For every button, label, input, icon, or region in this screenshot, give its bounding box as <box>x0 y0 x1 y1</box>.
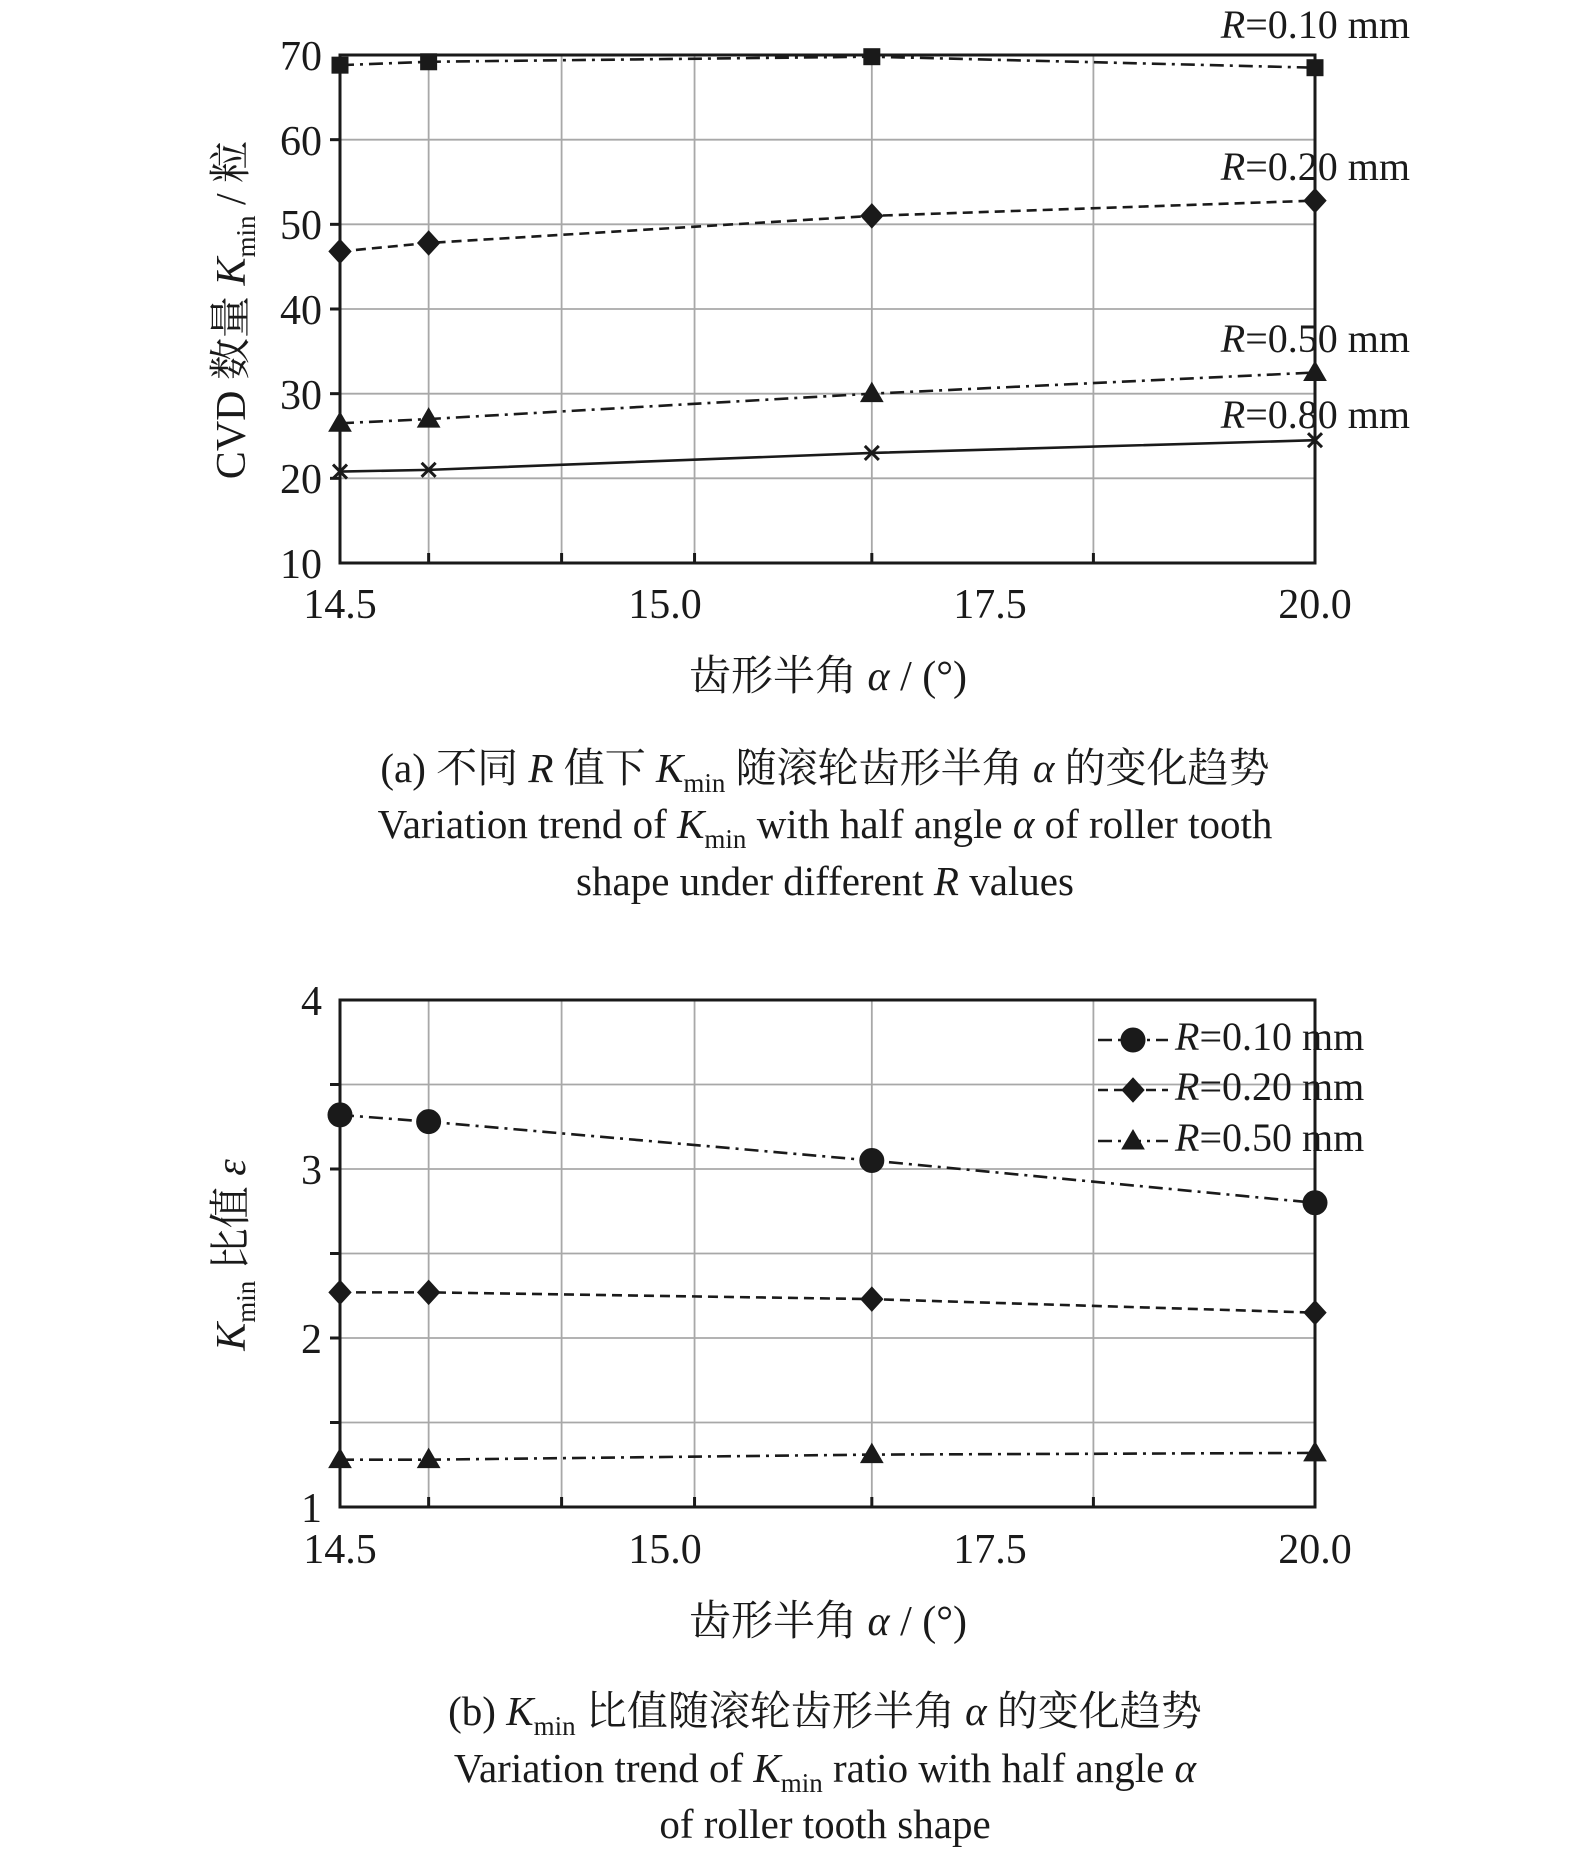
chart-a-caption-line1: (a) 不同 R 值下 $K_{min}$ 随滚轮齿形半角 α 的变化趋势 <box>380 745 1270 798</box>
chart-a-series-lines <box>340 57 1315 472</box>
chart-a-y-tick: 30 <box>280 373 322 419</box>
chartB-series-line-2 <box>340 1453 1315 1460</box>
chart-a-series-label-r080: R=0.80 mm <box>1220 392 1410 437</box>
chartA-series-line-2 <box>340 373 1315 424</box>
chart-a-y-axis-label: CVD 数量 $K_{min}$ / 粒 <box>209 140 261 480</box>
chart-b-y-tick: 3 <box>301 1148 322 1194</box>
chartA-point-square-marker <box>332 57 348 73</box>
chart-a-y-tick: 60 <box>280 119 322 165</box>
chart-b-y-tick: 1 <box>301 1486 322 1532</box>
chartA-point-triangle-marker <box>861 383 883 402</box>
chart-a-y-tick: 20 <box>280 457 322 503</box>
chartB-point-triangle-marker <box>1304 1442 1326 1461</box>
chart-a-y-tick: 40 <box>280 288 322 334</box>
chart-a-y-tick: 10 <box>280 542 322 588</box>
chartB-point-diamond-marker <box>418 1280 440 1304</box>
chart-b-y-axis-label: $K_{min}$ 比值 ε <box>209 1159 261 1351</box>
chart-a-caption-line2: Variation trend of $K_{min}$ with half angle α of roller tooth <box>377 801 1273 854</box>
chartB-point-circle-marker <box>328 1103 352 1127</box>
chartB-legend-diamond-marker <box>1122 1078 1144 1102</box>
chart-b-legend-swatches <box>1098 1028 1168 1149</box>
chart-b-grid <box>330 1000 1315 1507</box>
chartB-point-diamond-marker <box>329 1280 351 1304</box>
chartB-legend-triangle-marker <box>1122 1130 1144 1149</box>
chartA-series-line-0 <box>340 57 1315 68</box>
chartA-point-square-marker <box>421 54 437 70</box>
chart-b-caption-line1: (b) $K_{min}$ 比值随滚轮齿形半角 α 的变化趋势 <box>448 1688 1202 1741</box>
chartB-point-circle-marker <box>1303 1191 1327 1215</box>
chart-a-y-tick: 50 <box>280 203 322 249</box>
chart-b-legend-label-r050: R=0.50 mm <box>1175 1115 1365 1160</box>
chart-b-x-tick-labels <box>303 1527 1352 1573</box>
chartB-series-line-1 <box>340 1292 1315 1312</box>
chart-a-series-label-r010: R=0.10 mm <box>1220 2 1410 47</box>
chartB-point-triangle-marker <box>861 1444 883 1463</box>
chart-a-x-axis-label: 齿形半角 α / (°) <box>689 654 967 700</box>
chart-b-x-tick: 20.0 <box>1278 1527 1352 1573</box>
chart-b <box>209 979 1364 1847</box>
chartB-point-diamond-marker <box>1304 1301 1326 1325</box>
chart-b-legend-label-r010: R=0.10 mm <box>1175 1014 1365 1059</box>
chartA-point-diamond-marker <box>418 231 440 255</box>
chart-a-x-tick-labels <box>303 582 1352 628</box>
chart-b-series-lines <box>340 1115 1315 1460</box>
chart-a-grid <box>330 55 1315 563</box>
chart-b-x-axis-label: 齿形半角 α / (°) <box>689 1599 967 1645</box>
chartB-legend-circle-marker <box>1121 1028 1145 1052</box>
chart-a-series-markers <box>329 49 1326 479</box>
chartB-point-diamond-marker <box>861 1287 883 1311</box>
chart-b-x-tick: 17.5 <box>953 1527 1027 1573</box>
chart-a-series-label-r050: R=0.50 mm <box>1220 316 1410 361</box>
chart-a-x-tick: 14.5 <box>303 582 377 628</box>
chartA-point-diamond-marker <box>1304 189 1326 213</box>
chart-a-caption-line3: shape under different R values <box>576 858 1074 904</box>
chartB-point-triangle-marker <box>418 1449 440 1468</box>
chartA-series-line-1 <box>340 201 1315 252</box>
chartA-point-diamond-marker <box>329 239 351 263</box>
chart-a-y-tick: 70 <box>280 34 322 80</box>
chart-b-caption-line2: Variation trend of $K_{min}$ ratio with half angle α <box>453 1745 1197 1798</box>
chartB-series-line-0 <box>340 1115 1315 1203</box>
chart-b-x-tick: 14.5 <box>303 1527 377 1573</box>
chart-b-y-tick-labels <box>301 979 322 1532</box>
chartA-point-square-marker <box>864 49 880 65</box>
chartA-point-triangle-marker <box>1304 362 1326 381</box>
chart-b-legend-label-r020: R=0.20 mm <box>1175 1064 1365 1109</box>
chart-b-y-tick: 2 <box>301 1317 322 1363</box>
chartA-series-line-3 <box>340 440 1315 471</box>
chartB-point-triangle-marker <box>329 1449 351 1468</box>
chart-b-x-tick: 15.0 <box>628 1527 702 1573</box>
chart-a <box>209 2 1410 904</box>
chartA-point-square-marker <box>1307 60 1323 76</box>
chart-a-y-tick-labels <box>280 34 322 588</box>
chart-b-y-tick: 4 <box>301 979 322 1025</box>
chart-a-series-label-r020: R=0.20 mm <box>1220 144 1410 189</box>
chartB-point-circle-marker <box>860 1149 884 1173</box>
chart-a-x-tick: 17.5 <box>953 582 1027 628</box>
chart-a-x-tick: 20.0 <box>1278 582 1352 628</box>
chart-a-x-tick: 15.0 <box>628 582 702 628</box>
chart-b-caption-line3: of roller tooth shape <box>659 1801 991 1847</box>
chartB-point-circle-marker <box>417 1110 441 1134</box>
chart-b-legend <box>1098 1014 1364 1160</box>
